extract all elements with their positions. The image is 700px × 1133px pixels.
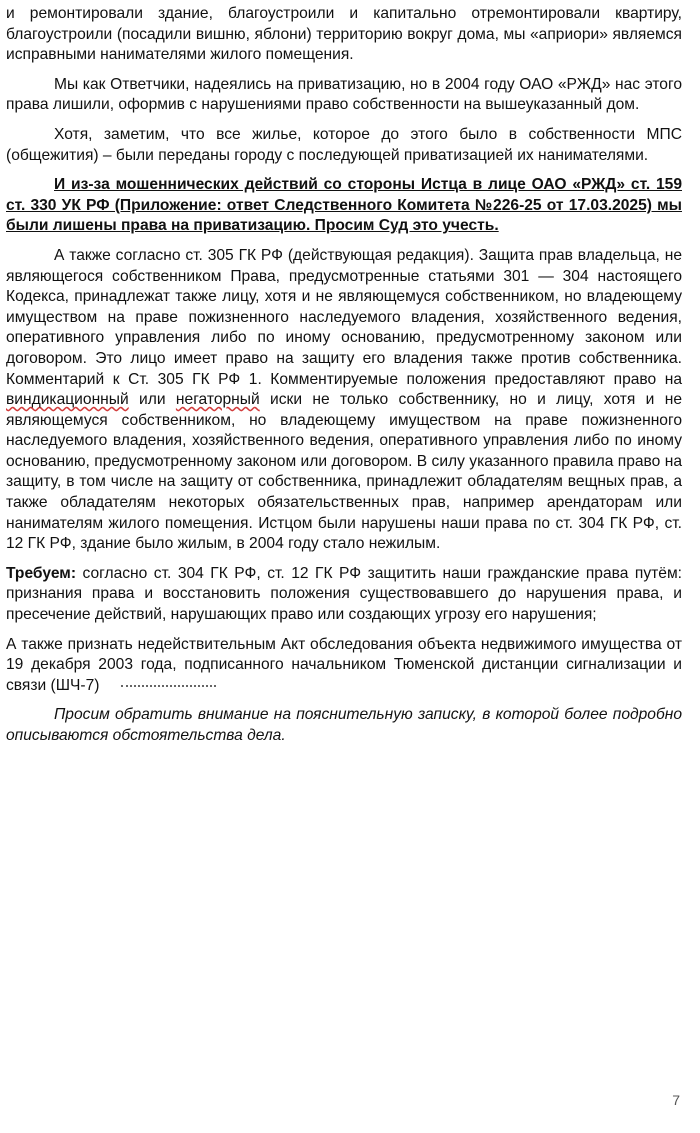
paragraph-explanatory-note: Просим обратить внимание на пояснительную записку, в которой более подробно описываются обстоятельства дела. — [6, 706, 682, 744]
invalidate-act-text: А также признать недействительным Акт обследования объекта недвижимого имущества от 19 декабря 2003 года, подписанного начальником Тюменской дистанции сигнализации и связи (ШЧ-7) — [6, 635, 682, 694]
paragraph-article-305 — [6, 246, 682, 555]
page-number: 7 — [672, 1092, 680, 1108]
spellcheck-word-negatory: негаторный — [175, 391, 260, 409]
paragraph-fraud-claim: И из-за мошеннических действий со стороны Истца в лице ОАО «РЖД» ст. 159 ст. 330 УК РФ (Приложение: ответ Следственного Комитета №226-25 от 17.03.2025) мы были лишены права на приватизацию. Просим Суд это учесть. — [6, 176, 682, 235]
document-page — [6, 4, 682, 756]
spellcheck-word-vindication: виндикационный — [6, 391, 129, 409]
article-305-text-part-2: или — [128, 391, 176, 409]
paragraph-privatization-hope: Мы как Ответчики, надеялись на приватизацию, но в 2004 году ОАО «РЖД» нас этого права лишили, оформив с нарушениями право собственности на вышеуказанный дом. — [6, 75, 682, 114]
demand-text: согласно ст. 304 ГК РФ, ст. 12 ГК РФ защитить наши гражданские права путём: признания права и восстановить положения существовавшего до нарушения права, и пресечение действий, нарушающих право или создающих угрозу его нарушения; — [6, 564, 682, 624]
paragraph-invalidate-act — [6, 635, 682, 697]
paragraph-mps-housing: Хотя, заметим, что все жилье, которое до этого было в собственности МПС (общежития) – были переданы городу с последующей приватизацией их нанимателями. — [6, 125, 682, 164]
article-305-text-part-1: А также согласно ст. 305 ГК РФ (действующая редакция). Защита прав владельца, не являющегося собственником Права, предусмотренные статьями 301 — 304 настоящего Кодекса, принадлежат также лицу, хотя и не являющемуся собственником, но владеющему имуществом на праве пожизненного наследуемого владения, хозяйственного ведения, оперативного управления либо по иному основанию, предусмотренному законом или договором. Это лицо имеет право на защиту его владения также против собственника. Комментарий к Ст. 305 ГК РФ 1. Комментируемые положения предоставляют право на — [6, 246, 682, 388]
paragraph-demand — [6, 564, 682, 626]
paragraph-repairs: и ремонтировали здание, благоустроили и капитально отремонтировали квартиру, благоустроили (посадили вишню, яблони) территорию вокруг дома, мы «априори» являемся исправными нанимателями жилого помещения. — [6, 5, 682, 64]
article-305-text-part-3: иски не только собственнику, но и лицу, хотя и не являющемуся собственником, но владеющему имуществом на праве пожизненного наследуемого владения, хозяйственного ведения, оперативного управления либо по иному основанию, предусмотренному законом или договором. В силу указанного правила право на защиту, в том числе на защиту от собственника, принадлежит обладателям вещных прав, а также обладателям некоторых обязательственных прав, например арендаторам или нанимателям жилого помещения. Истцом были нарушены наши права по ст. 304 ГК РФ, ст. 12 ГК РФ, здание было жилым, в 2004 году стало нежилым. — [6, 391, 682, 553]
redacted-dots — [121, 685, 216, 687]
demand-lead-word: Требуем: — [6, 564, 77, 582]
